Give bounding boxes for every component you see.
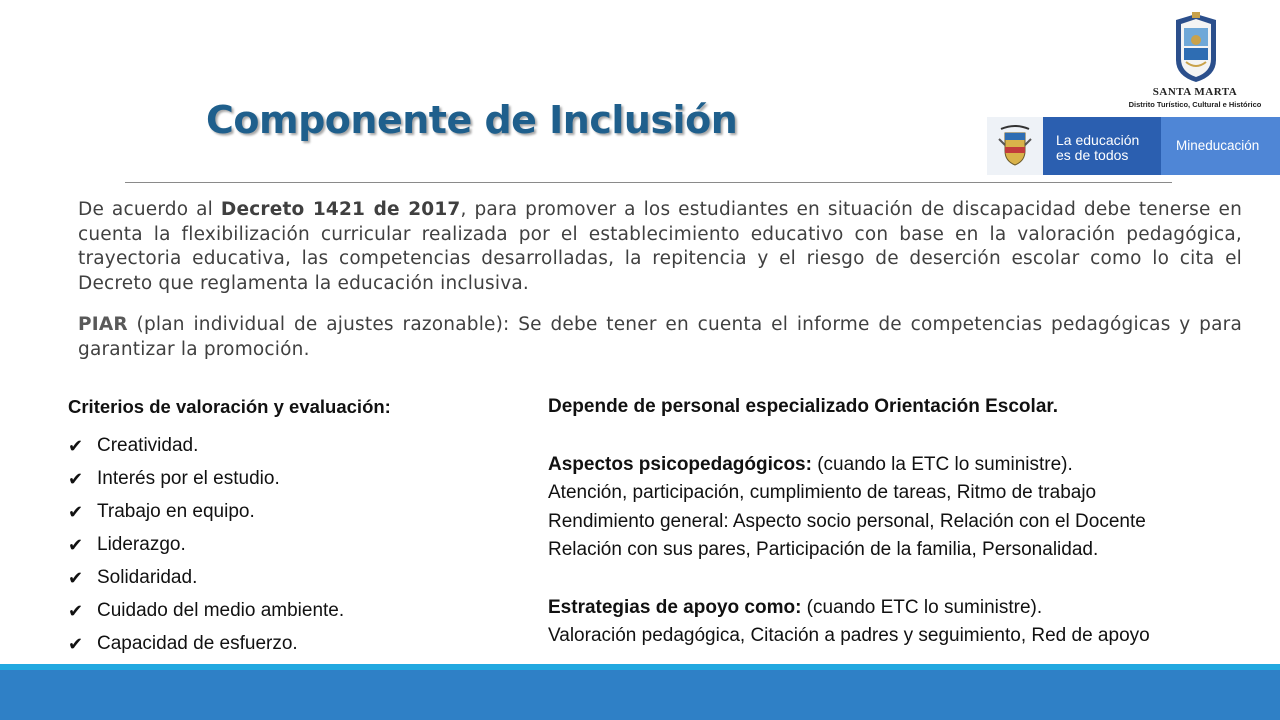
- santa-marta-name: SANTA MARTA: [1152, 86, 1238, 98]
- mineducacion-banner: [987, 117, 1280, 175]
- decree-name: Decreto 1421 de 2017: [220, 199, 461, 220]
- title-divider: [125, 182, 1172, 183]
- checkmark-icon: ✔: [68, 469, 84, 489]
- criteria-item-label: Creatividad.: [97, 435, 199, 456]
- support-section: [548, 394, 1268, 652]
- list-item: [68, 467, 508, 500]
- decree-intro: De acuerdo al: [78, 199, 221, 220]
- criteria-item-label: Trabajo en equipo.: [97, 501, 255, 522]
- piar-term: PIAR: [78, 314, 128, 335]
- psico-heading-line: [548, 452, 1268, 481]
- depends-line: Depende de personal especializado Orientación Escolar.: [548, 396, 1059, 417]
- criteria-item-label: Interés por el estudio.: [97, 468, 280, 489]
- psico-line-3: Relación con sus pares, Participación de la familia, Personalidad.: [548, 539, 1099, 560]
- checkmark-icon: ✔: [68, 634, 84, 654]
- criteria-list: [68, 434, 508, 665]
- slogan-line-1: La educación: [1056, 132, 1140, 148]
- psico-label: Aspectos psicopedagógicos:: [548, 453, 812, 475]
- footer-accent-stripe: [0, 664, 1280, 670]
- criteria-item-label: Liderazgo.: [97, 534, 186, 555]
- footer-bar: [0, 664, 1280, 720]
- checkmark-icon: ✔: [68, 568, 84, 588]
- checkmark-icon: ✔: [68, 535, 84, 555]
- list-item: [68, 533, 508, 566]
- criteria-section: [68, 396, 508, 665]
- criteria-item-label: Cuidado del medio ambiente.: [97, 600, 345, 621]
- list-item: [68, 599, 508, 632]
- strategy-heading-line: [548, 595, 1268, 624]
- checkmark-icon: ✔: [68, 502, 84, 522]
- psico-line-2: Rendimiento general: Aspecto socio personal, Relación con el Docente: [548, 510, 1146, 532]
- checkmark-icon: ✔: [68, 436, 84, 456]
- criteria-item-label: Capacidad de esfuerzo.: [97, 633, 298, 654]
- piar-paragraph: [78, 313, 1242, 362]
- page-title: Componente de Inclusión: [206, 98, 738, 142]
- decree-rest: , para promover a los estudiantes en situación de discapacidad debe tenerse en cuenta la flexibilización curricular realizada por el establecimiento educativo con base en la valoración pedagógica, trayectoria educativa, las competencias desarrolladas, la repitencia y el riesgo de deserción escolar como lo cita el Decreto que reglamenta la educación inclusiva.: [78, 199, 1242, 294]
- mineducacion-slogan: [1043, 117, 1161, 175]
- colombia-crest-icon: [987, 117, 1043, 175]
- piar-rest: (plan individual de ajustes razonable): Se debe tener en cuenta el informe de competencias pedagógicas y para garantizar la promoción.: [78, 314, 1242, 360]
- slogan-line-2: es de todos: [1056, 147, 1129, 163]
- strategy-note: (cuando ETC lo suministre).: [801, 596, 1043, 618]
- mineducacion-brand: Mineducación: [1161, 117, 1280, 175]
- decree-paragraph: [78, 198, 1242, 296]
- psico-line-1: Atención, participación, cumplimiento de tareas, Ritmo de trabajo: [548, 482, 1097, 503]
- list-item: [68, 500, 508, 533]
- santa-marta-subtitle: Distrito Turístico, Cultural e Histórico: [1128, 100, 1262, 109]
- colombia-crest: [987, 117, 1043, 175]
- list-item: [68, 566, 508, 599]
- santa-marta-logo: [1122, 12, 1268, 112]
- santa-marta-shield-icon: [1172, 12, 1220, 84]
- strategy-line-1: Valoración pedagógica, Citación a padres y seguimiento, Red de apoyo: [548, 625, 1150, 646]
- list-item: [68, 434, 508, 467]
- psico-note: (cuando la ETC lo suministre).: [811, 453, 1073, 475]
- criteria-heading: Criterios de valoración y evaluación:: [68, 396, 391, 417]
- list-item: [68, 632, 508, 665]
- checkmark-icon: ✔: [68, 601, 84, 621]
- criteria-item-label: Solidaridad.: [97, 567, 198, 588]
- strategy-label: Estrategias de apoyo como:: [548, 596, 802, 618]
